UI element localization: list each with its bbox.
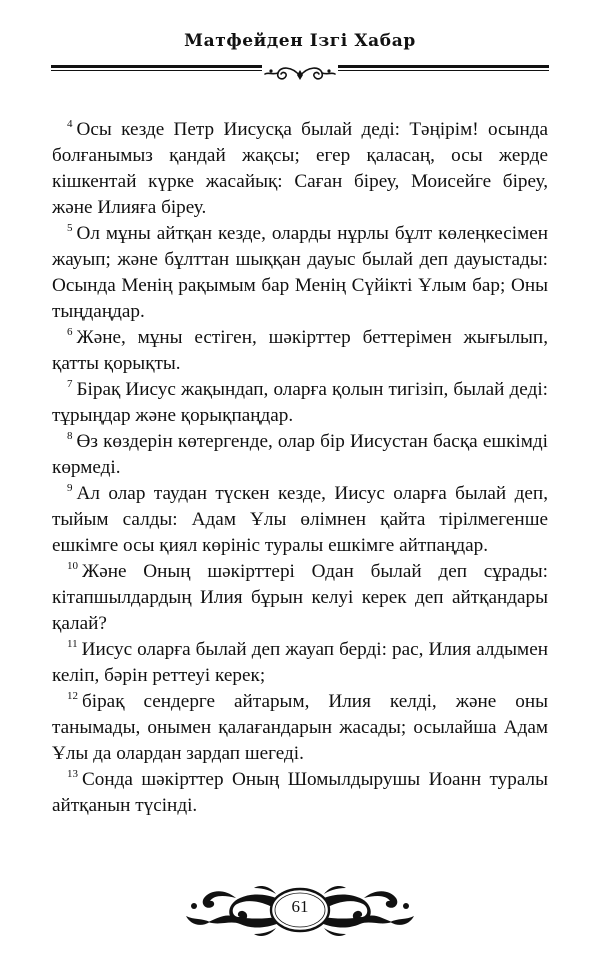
verse-text: Және Оның шәкірттері Одан былай деп сұрады: кітапшылдардың Илия бұрын келуі керек деп айтқандары қалай? bbox=[52, 561, 548, 634]
verse bbox=[52, 117, 548, 221]
verse bbox=[52, 481, 548, 559]
verse-text: Сонда шәкірттер Оның Шомылдырушы Иоанн туралы айтқанын түсінді. bbox=[52, 769, 548, 816]
verse bbox=[52, 559, 548, 637]
verse-text: бірақ сендерге айтарым, Илия келді, және оны танымады, онымен қалағандарын жасады; осылайша Адам Ұлы да олардан зардап шегеді. bbox=[52, 691, 548, 764]
verse bbox=[52, 221, 548, 325]
verse-text: Өз көздерін көтергенде, олар бір Иисустан басқа ешкімді көрмеді. bbox=[52, 431, 548, 478]
verse bbox=[52, 767, 548, 819]
verse-number: 10 bbox=[67, 560, 78, 572]
verse-number: 13 bbox=[67, 768, 78, 780]
verse-number: 5 bbox=[67, 222, 73, 234]
verse-number: 8 bbox=[67, 430, 73, 442]
running-header-title: Матфейден Ізгі Хабар bbox=[184, 31, 416, 51]
verse bbox=[52, 325, 548, 377]
verse-text: Және, мұны естіген, шәкірттер беттерімен жығылып, қатты қорықты. bbox=[52, 327, 548, 374]
verse-number: 7 bbox=[67, 378, 73, 390]
verse bbox=[52, 377, 548, 429]
verse-text: Ал олар таудан түскен кезде, Иисус оларға былай деп, тыйым салды: Адам Ұлы өлімнен қайта тірілмегенше ешкімге осы қиял көрініс туралы ешкімге айтпаңдар. bbox=[52, 483, 548, 556]
page-number: 61 bbox=[291, 897, 309, 916]
scripture-text bbox=[52, 117, 548, 819]
verse bbox=[52, 637, 548, 689]
header-flourish-ornament bbox=[262, 62, 338, 84]
verse-number: 6 bbox=[67, 326, 73, 338]
verse-text: Ол мұны айтқан кезде, оларды нұрлы бұлт көлеңкесімен жауып; және бұлттан шыққан дауыс былай деп дауыстады: Осында Менің рақымым бар Менің Сүйікті Ұлым бар; Оны тыңдаңдар. bbox=[52, 223, 548, 322]
verse bbox=[52, 429, 548, 481]
verse-text: Бірақ Иисус жақындап, оларға қолын тигізіп, былай деді: тұрыңдар және қорықпаңдар. bbox=[52, 379, 548, 426]
verse-text: Осы кезде Петр Иисусқа былай деді: Тәңірім! осында болғанымыз қандай жақсы; егер қаласаң, осы жерде кішкентай күрке жасайық: Саған біреу, Моисейге біреу, және Илияға біреу. bbox=[52, 119, 548, 218]
verse-number: 4 bbox=[67, 118, 73, 130]
verse-text: Иисус оларға былай деп жауап берді: рас, Илия алдымен келіп, бәрін реттеуі керек; bbox=[52, 639, 548, 686]
verse bbox=[52, 689, 548, 767]
verse-number: 9 bbox=[67, 482, 73, 494]
verse-number: 12 bbox=[67, 690, 78, 702]
verse-number: 11 bbox=[67, 638, 78, 650]
